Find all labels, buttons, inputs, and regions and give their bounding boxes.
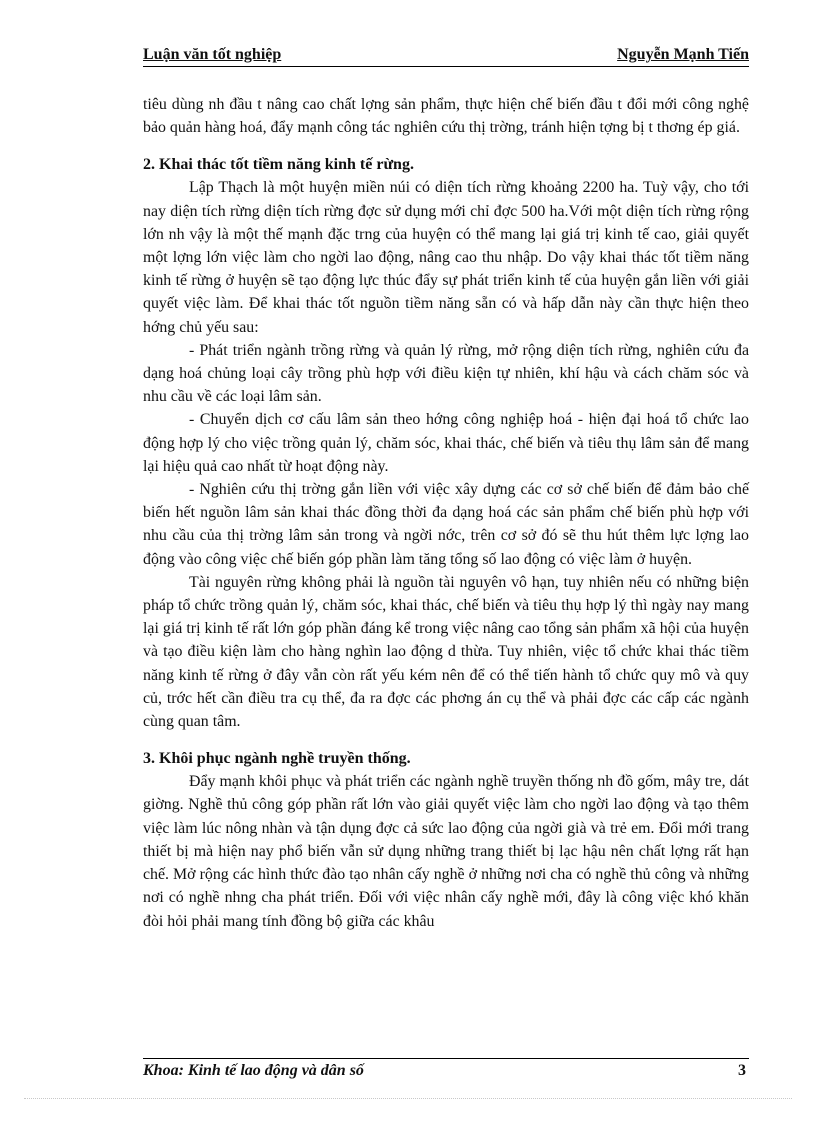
section-2-paragraph: Lập Thạch là một huyện miền núi có diện tích rừng khoảng 2200 ha. Tuỳ vậy, cho tới nay diện tích rừng diện tích rừng đợc sử dụng mới chỉ đợc 500 ha.Với một diện tích rừng rộng lớn nh vậy là một thế mạnh đặc trng của huyện có thể mang lại giá trị kinh tế cao, giải quyết một lợng lớn việc làm cho ngời lao động, nâng cao thu nhập. Do vậy khai thác tốt tiềm năng kinh tế rừng ở huyện sẽ tạo động lực thúc đẩy sự phát triển kinh tế của huyện gắn liền với giải quyết việc làm. Để khai thác tốt nguồn tiềm năng sẵn có và hấp dẫn này cần thực hiện theo hớng chủ yếu sau: [143, 179, 749, 336]
section-2-paragraph: Tài nguyên rừng không phải là nguồn tài nguyên vô hạn, tuy nhiên nếu có những biện pháp tổ chức trồng quản lý, chăm sóc, khai thác, chế biến và tiêu thụ hợp lý thì ngày nay mang lại giá trị kinh tế rất lớn góp phần đáng kể trong việc nâng cao tổng sản phẩm xã hội của huyện và tạo điều kiện làm cho hàng nghìn lao động d thừa. Tuy nhiên, việc tổ chức khai thác tiềm năng kinh tế rừng ở đây vẫn còn rất yếu kém nên để có thể tiến hành tổ chức quy mô và quy củ, trớc hết cần điều tra cụ thể, đa ra đợc các phơng án cụ thể và phải đợc các cấp các ngành cùng quan tâm. [143, 573, 749, 731]
section-3-heading: 3. Khôi phục ngành nghề truyền thống. [143, 750, 411, 768]
header-author-name: Nguyễn Mạnh Tiến [617, 46, 749, 63]
section-2-bullet: - Phát triển ngành trồng rừng và quản lý rừng, mở rộng diện tích rừng, nghiên cứu đa dạng hoá chủng loại cây trồng phù hợp với điều kiện tự nhiên, khí hậu và cách chăm sóc và nhu cầu về các loại lâm sản. [143, 341, 749, 406]
page-header [143, 46, 749, 67]
page-number: 3 [738, 1062, 746, 1079]
section-3-paragraph: Đẩy mạnh khôi phục và phát triển các ngành nghề truyền thống nh đồ gốm, mây tre, dát giờng. Nghề thủ công góp phần rất lớn vào giải quyết việc làm cho ngời lao động và tạo thêm việc làm lúc nông nhàn và tận dụng đợc cả sức lao động của ngời già và trẻ em. Đổi mới trang thiết bị mà hiện nay phổ biến vẫn sử dụng những trang thiết bị lạc hậu nên chất lợng rất hạn chế. Mở rộng các hình thức đào tạo nhân cấy nghề ở những nơi cha có nghề thủ công và những nơi có nghề nhng cha phát triển. Đối với việc nhân cấy nghề mới, đây là công việc khó khăn đòi hỏi phải mang tính đồng bộ giữa các khâu [143, 773, 749, 930]
page-footer [143, 1058, 749, 1087]
section-2-bullet: - Nghiên cứu thị trờng gắn liền với việc xây dựng các cơ sở chế biến để đảm bảo chế biến hết nguồn lâm sản khai thác đồng thời đa dạng hoá các sản phẩm chế biến phù hợp với nhu cầu của thị trờng lâm sản trong và ngời nớc, trên cơ sở đó sẽ thu hút thêm lực lợng lao động vào công việc chế biến góp phần làm tăng tổng số lao động có việc làm ở huyện. [143, 481, 749, 568]
header-thesis-label: Luận văn tốt nghiệp [143, 46, 282, 63]
section-2-heading: 2. Khai thác tốt tiềm năng kinh tế rừng. [143, 156, 414, 174]
intro-paragraph: tiêu dùng nh đầu t nâng cao chất lợng sản phẩm, thực hiện chế biến đầu t đổi mới công nghệ bảo quản hàng hoá, đẩy mạnh công tác nghiên cứu thị trờng, tránh hiện tợng bị t thơng ép giá. [143, 96, 749, 137]
section-2-bullet: - Chuyển dịch cơ cấu lâm sản theo hớng công nghiệp hoá - hiện đại hoá tổ chức lao động hợp lý cho việc trồng quản lý, chăm sóc, khai thác, chế biến và tiêu thụ lâm sản để mang lại hiệu quả cao nhất từ hoạt động này. [143, 411, 749, 475]
page-bottom-divider [24, 1098, 792, 1099]
page-body [143, 93, 749, 933]
footer-faculty: Khoa: Kinh tế lao động và dân số [143, 1062, 364, 1079]
